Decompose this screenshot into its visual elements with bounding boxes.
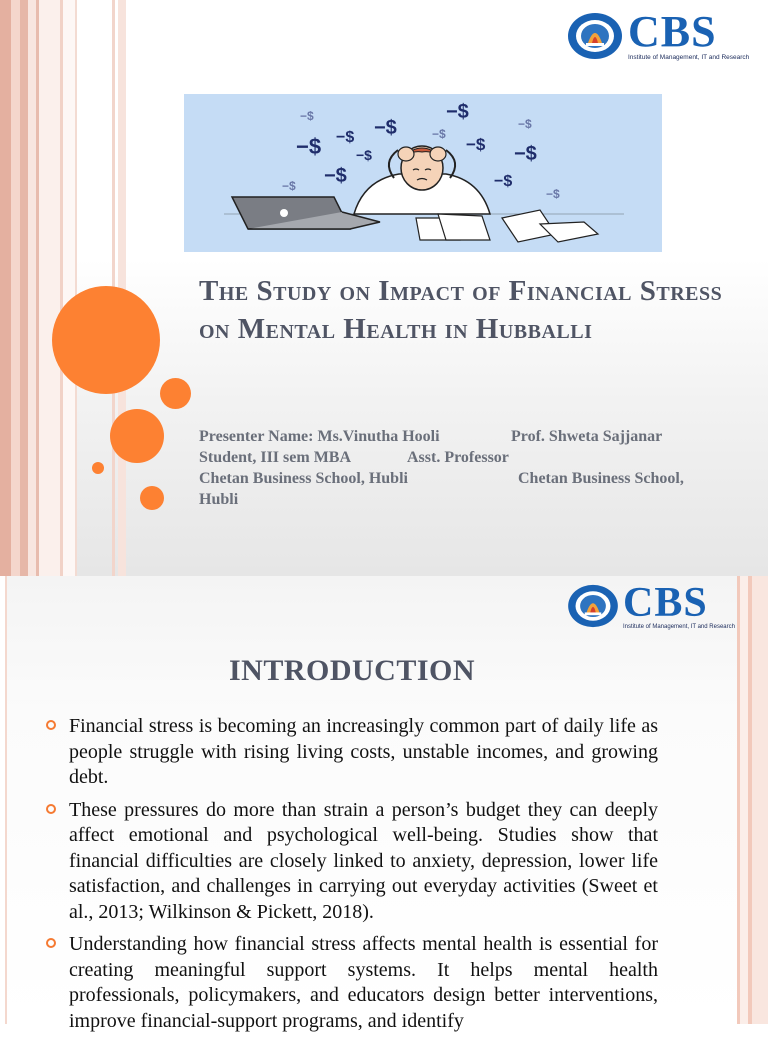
left-stripe-band — [5, 576, 7, 1024]
cbs-logo — [566, 7, 750, 61]
cbs-seal-icon — [566, 583, 620, 629]
bullet-ring-icon — [46, 720, 56, 730]
stressed-person-illustration — [184, 94, 662, 252]
dollar-sign-icon: −$ — [446, 101, 469, 123]
logo-tagline: Institute of Management, IT and Research — [623, 624, 735, 630]
bullet-text: Understanding how financial stress affects mental health is essential for creating meaningful support systems. It helps mental health professionals, policymakers, and educators design better interventions, improve financial-support programs, and identify — [69, 933, 658, 1032]
decorative-circle — [92, 462, 104, 474]
presentation-title: The Study on Impact of Financial Stress on Mental Health in Hubballi — [199, 275, 723, 345]
bullet-ring-icon — [46, 804, 56, 814]
left-stripe-band — [20, 0, 28, 576]
dollar-sign-icon: −$ — [336, 129, 355, 146]
dollar-sign-icon: −$ — [546, 187, 560, 201]
papers-icon — [416, 210, 598, 242]
dollar-sign-icon: −$ — [432, 127, 446, 141]
dollar-sign-icon: −$ — [518, 117, 532, 131]
presenter-role: Student, III sem MBA — [199, 449, 352, 466]
cbs-logo — [566, 582, 735, 630]
logo-tagline: Institute of Management, IT and Research — [628, 54, 750, 61]
left-stripe-band — [63, 0, 75, 576]
left-stripe-band — [28, 0, 36, 576]
dollar-sign-icon: −$ — [514, 143, 537, 165]
presenter-details — [199, 426, 704, 510]
bullet-ring-icon — [46, 938, 56, 948]
guide-institution-city: Hubli — [199, 491, 239, 508]
slide-heading: INTRODUCTION — [228, 654, 476, 687]
guide-role: Asst. Professor — [407, 449, 509, 466]
cbs-seal-icon — [566, 11, 624, 61]
left-stripe-band — [11, 0, 20, 576]
presenter-institution: Chetan Business School, Hubli — [199, 470, 408, 487]
dollar-sign-icon: −$ — [494, 173, 513, 190]
left-stripe-band — [75, 0, 77, 576]
presenter-name: Presenter Name: Ms.Vinutha Hooli — [199, 428, 440, 445]
list-item — [46, 714, 658, 791]
dollar-sign-icon: −$ — [296, 134, 322, 159]
dollar-sign-icon: −$ — [374, 117, 397, 139]
bullet-text: These pressures do more than strain a person’s budget they can deeply affect emotional and psychological well-being. Studies show that financial difficulties are closely linked to anxiety, depression, lower life satisfaction, and challenges in carrying out everyday activities (Sweet et al., 2013; Wilkinson & Pickett, 2018). — [69, 798, 658, 923]
dollar-sign-icon: −$ — [300, 109, 314, 123]
decorative-circle — [160, 378, 191, 409]
dollar-sign-icon: −$ — [466, 135, 486, 154]
introduction-bullets — [46, 714, 658, 1041]
logo-wordmark: CBS — [623, 580, 708, 626]
guide-institution: Chetan Business School, — [518, 470, 684, 487]
financial-stress-illustration — [184, 94, 662, 252]
left-stripe-band — [39, 0, 60, 576]
decorative-circle — [52, 286, 160, 394]
dollar-sign-icon: −$ — [324, 165, 347, 187]
right-stripe-band — [740, 576, 748, 1024]
logo-wordmark: CBS — [628, 7, 717, 56]
list-item — [46, 932, 658, 1034]
left-stripe-band — [0, 0, 11, 576]
dollar-sign-icon: −$ — [282, 179, 296, 193]
decorative-circle — [140, 486, 164, 510]
bullet-text: Financial stress is becoming an increasingly common part of daily life as people struggle with rising living costs, unstable incomes, and growing debt. — [69, 715, 658, 788]
decorative-circle — [110, 409, 164, 463]
list-item — [46, 798, 658, 926]
dollar-sign-icon: −$ — [356, 147, 372, 163]
right-stripe-band — [752, 576, 768, 1024]
guide-name: Prof. Shweta Sajjanar — [511, 428, 663, 445]
